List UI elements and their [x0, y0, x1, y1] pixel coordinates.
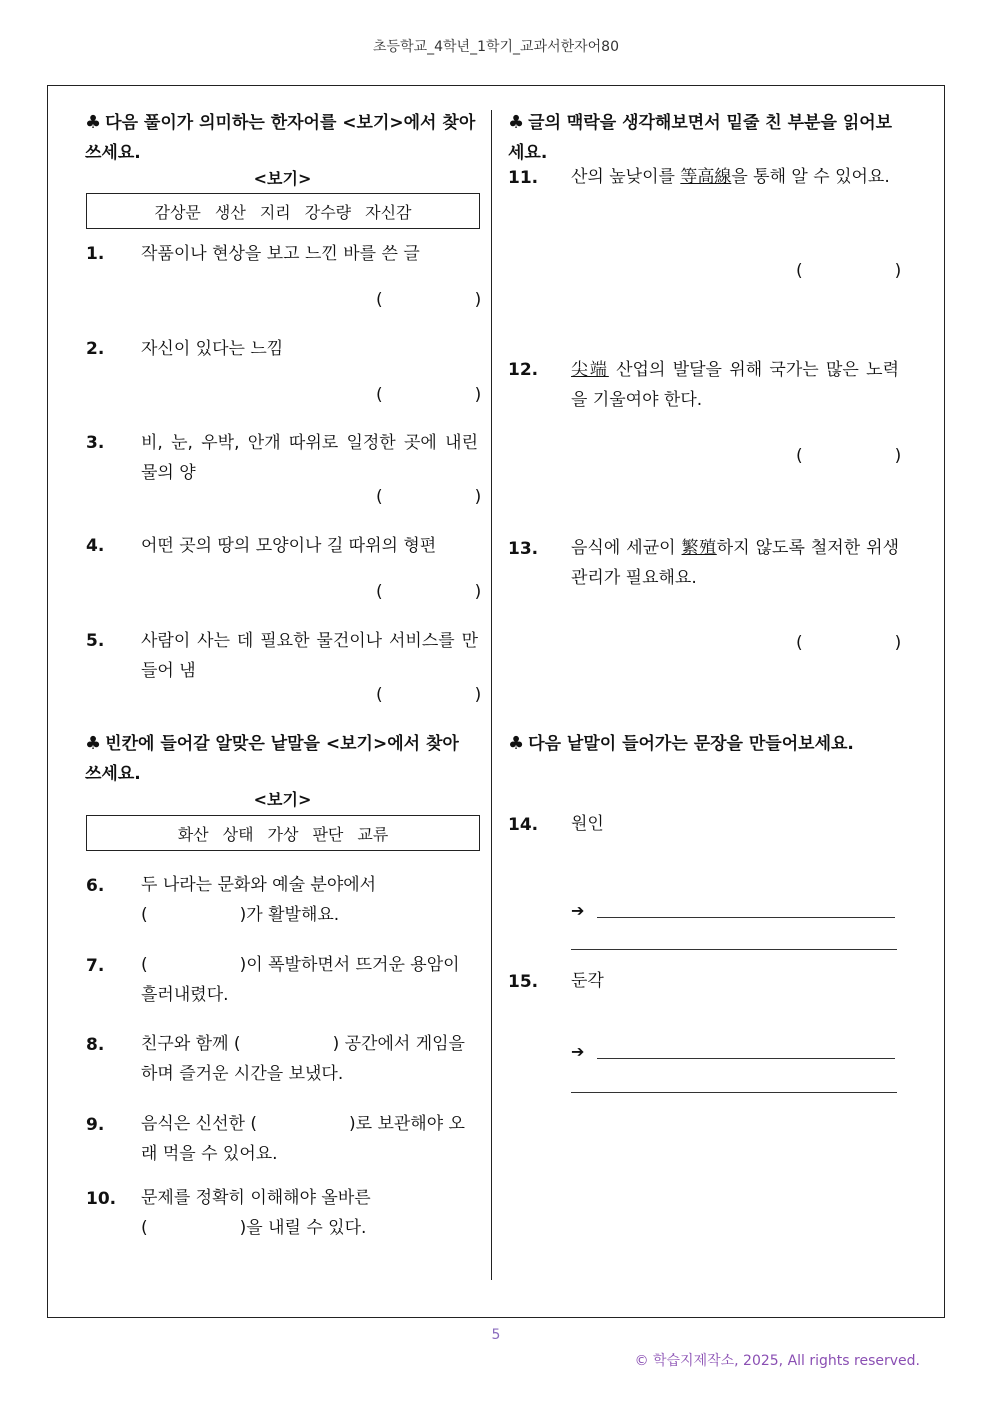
copyright: © 학습지제작소, 2025, All rights reserved.	[634, 1353, 920, 1369]
question-number: 3.	[86, 433, 105, 453]
bogi-word: 화산	[177, 824, 209, 844]
underlined-hanja: 尖端	[571, 360, 609, 380]
question-number: 4.	[86, 536, 105, 556]
answer-line[interactable]	[571, 949, 897, 950]
answer-blank[interactable]: ( )	[796, 446, 902, 466]
question-text: 사람이 사는 데 필요한 물건이나 서비스를 만들어 냄	[141, 631, 478, 681]
answer-blank[interactable]: ( )	[376, 685, 482, 705]
answer-blank[interactable]: ( )	[376, 487, 482, 507]
underlined-hanja: 繁殖	[681, 538, 717, 558]
bogi-word: 자신감	[365, 202, 412, 222]
question-number: 8.	[86, 1035, 105, 1055]
question-text: 음식은 신선한 ( )로 보관해야 오 래 먹을 수 있어요.	[141, 1114, 465, 1164]
bogi-word: 판단	[312, 824, 344, 844]
bogi-word: 감상문	[154, 202, 201, 222]
question-number: 1.	[86, 244, 105, 264]
question-text: 문제를 정확히 이해해야 올바른 ( )을 내릴 수 있다.	[141, 1188, 371, 1238]
question-number: 14.	[508, 815, 539, 835]
question-word: 둔각	[571, 971, 604, 991]
answer-line[interactable]	[597, 1058, 895, 1059]
bogi-word: 생산	[214, 202, 246, 222]
question-number: 12.	[508, 360, 539, 380]
section1-bogi-label: <보기>	[253, 169, 312, 188]
question-text: 작품이나 현상을 보고 느낀 바를 쓴 글	[141, 244, 420, 264]
question-number: 2.	[86, 339, 105, 359]
question-text: 음식에 세균이 繁殖하지 않도록 철저한 위생 관리가 필요해요.	[571, 538, 900, 588]
question-text: 비, 눈, 우박, 안개 따위로 일정한 곳에 내린 물의 양	[141, 433, 478, 483]
arrow-right-icon: ➔	[571, 901, 585, 920]
question-text: 산의 높낮이를 等高線을 통해 알 수 있어요.	[571, 167, 890, 187]
club-icon: ♣	[508, 733, 525, 754]
bogi-word: 상태	[222, 824, 254, 844]
question-number: 5.	[86, 631, 105, 651]
question-text: 친구와 함께 ( ) 공간에서 게임을 하며 즐거운 시간을 보냈다.	[141, 1034, 465, 1084]
answer-blank[interactable]: ( )	[796, 261, 902, 281]
bogi-word: 강수량	[304, 202, 352, 222]
section4-title: ♣ 다음 낱말이 들어가는 문장을 만들어보세요.	[508, 733, 854, 754]
bogi-word: 지리	[259, 202, 291, 222]
answer-blank[interactable]: ( )	[376, 582, 482, 602]
question-text: 어떤 곳의 땅의 모양이나 길 따위의 형편	[141, 536, 437, 556]
answer-line[interactable]	[597, 917, 895, 918]
answer-blank[interactable]: ( )	[376, 385, 482, 405]
question-text: ( )이 폭발하면서 뜨거운 용암이 흘러내렸다.	[141, 955, 460, 1005]
underlined-hanja: 等高線	[680, 167, 732, 187]
question-text: 자신이 있다는 느낌	[141, 339, 284, 359]
column-divider	[491, 110, 492, 1280]
answer-blank[interactable]: ( )	[796, 633, 902, 653]
bogi-word: 교류	[357, 824, 389, 844]
answer-line[interactable]	[571, 1092, 897, 1093]
question-number: 6.	[86, 876, 105, 896]
question-word: 원인	[571, 814, 604, 834]
question-text: 尖端 산업의 발달을 위해 국가는 많은 노력을 기울여야 한다.	[571, 360, 899, 410]
question-text: 두 나라는 문화와 예술 분야에서 ( )가 활발해요.	[141, 875, 377, 925]
club-icon: ♣	[85, 733, 102, 754]
question-number: 10.	[86, 1189, 117, 1209]
section2-title: ♣ 빈칸에 들어갈 알맞은 낱말을 <보기>에서 찾아 쓰세요.	[85, 733, 459, 784]
question-number: 7.	[86, 956, 105, 976]
page-number: 5	[491, 1327, 501, 1343]
question-number: 13.	[508, 539, 539, 559]
bogi-word: 가상	[267, 824, 299, 844]
section3-title: ♣ 글의 맥락을 생각해보면서 밑줄 친 부분을 읽어보세요.	[508, 112, 893, 163]
document-header: 초등학교_4학년_1학기_교과서한자어80	[373, 39, 619, 55]
question-number: 11.	[508, 168, 539, 188]
section1-title: ♣ 다음 풀이가 의미하는 한자어를 <보기>에서 찾아 쓰세요.	[85, 112, 476, 163]
section2-bogi-label: <보기>	[253, 790, 312, 809]
arrow-right-icon: ➔	[571, 1042, 585, 1061]
section1-bogi-box	[86, 193, 480, 229]
club-icon: ♣	[508, 112, 525, 133]
answer-blank[interactable]: ( )	[376, 290, 482, 310]
question-number: 9.	[86, 1115, 105, 1135]
club-icon: ♣	[85, 112, 102, 133]
section2-bogi-box	[86, 815, 480, 851]
question-number: 15.	[508, 972, 539, 992]
